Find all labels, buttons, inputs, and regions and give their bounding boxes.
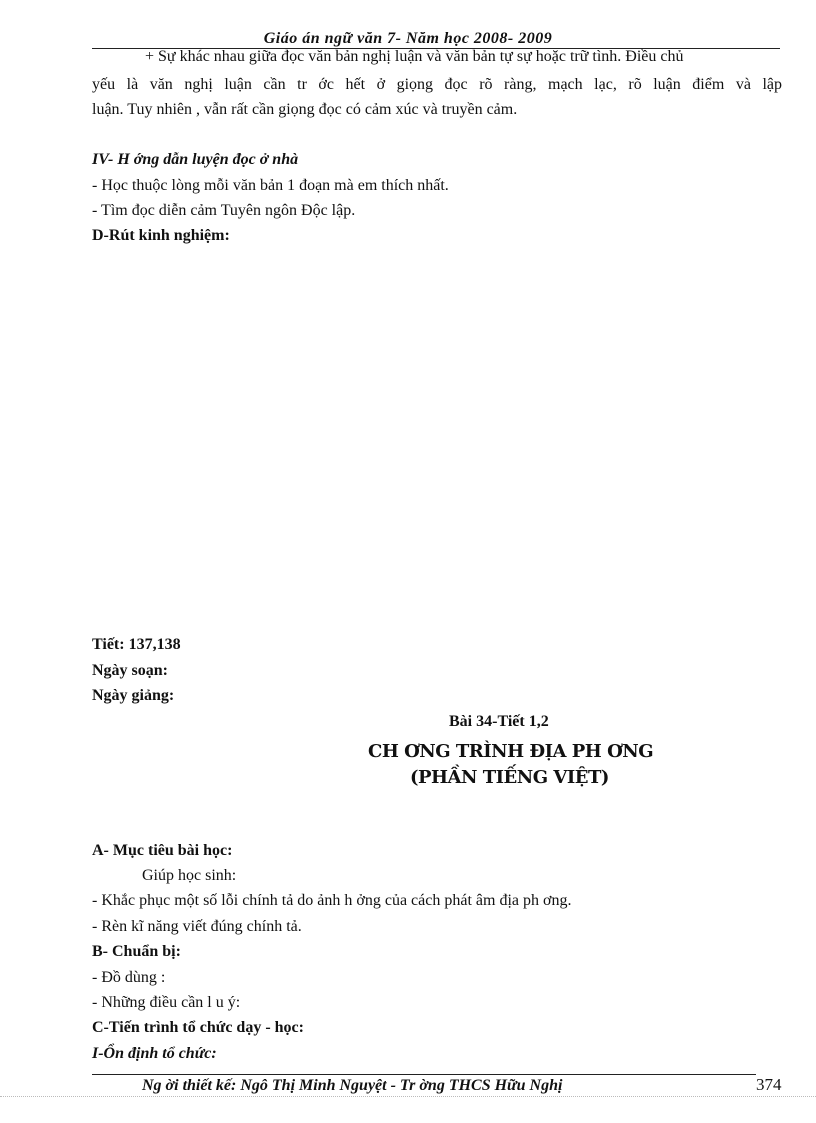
section-iv-heading: IV- H ớng dẫn luyện đọc ở nhà xyxy=(92,151,299,168)
page-number: 374 xyxy=(756,1075,782,1094)
section-a-intro: Giúp học sinh: xyxy=(142,867,237,884)
section-iv-item-2: - Tìm đọc diễn cảm Tuyên ngôn Độc lập. xyxy=(92,202,356,219)
section-c-subheading: I-Ổn định tổ chức: xyxy=(92,1045,217,1062)
intro-line-2: yếu là văn nghị luận cần tr ớc hết ở giọng đọc rõ ràng, mạch lạc, rõ luận điểm và lập xyxy=(92,76,782,93)
lesson-period: Tiết: 137,138 xyxy=(92,636,181,653)
section-c-heading: C-Tiến trình tổ chức dạy - học: xyxy=(92,1019,304,1036)
footer-author: Ng ời thiết kế: Ngô Thị Minh Nguyệt - Tr ờng THCS Hữu Nghị xyxy=(142,1077,563,1094)
bottom-dotted-line xyxy=(0,1096,816,1097)
section-a-item-1: - Khắc phục một số lỗi chính tả do ảnh h ởng của cách phát âm địa ph ơng. xyxy=(92,892,572,909)
lesson-subtitle: Bài 34-Tiết 1,2 xyxy=(449,713,549,730)
section-a-item-2: - Rèn kĩ năng viết đúng chính tả. xyxy=(92,918,302,935)
section-b-item-1: - Đồ dùng : xyxy=(92,969,166,986)
preparation-date: Ngày soạn: xyxy=(92,662,169,679)
page-header: Giáo án ngữ văn 7- Năm học 2008- 2009 xyxy=(263,30,553,47)
intro-line-1: + Sự khác nhau giữa đọc văn bản nghị luận và văn bản tự sự hoặc trữ tình. Điều chủ xyxy=(145,48,684,65)
section-b-item-2: - Những điều cần l u ý: xyxy=(92,994,241,1011)
intro-line-3: luận. Tuy nhiên , vẫn rất cần giọng đọc có cảm xúc và truyền cảm. xyxy=(92,101,518,118)
section-a-heading: A- Mục tiêu bài học: xyxy=(92,842,233,859)
lesson-title-line-1: CH ƠNG TRÌNH ĐỊA PH ƠNG xyxy=(368,741,654,762)
teaching-date: Ngày giảng: xyxy=(92,687,175,704)
section-d-heading: D-Rút kinh nghiệm: xyxy=(92,227,230,244)
lesson-title-line-2: (PHẦN TIẾNG VIỆT) xyxy=(410,767,609,788)
section-iv-item-1: - Học thuộc lòng mỗi văn bản 1 đoạn mà em thích nhất. xyxy=(92,177,449,194)
footer-rule xyxy=(92,1074,756,1075)
section-b-heading: B- Chuẩn bị: xyxy=(92,943,181,960)
